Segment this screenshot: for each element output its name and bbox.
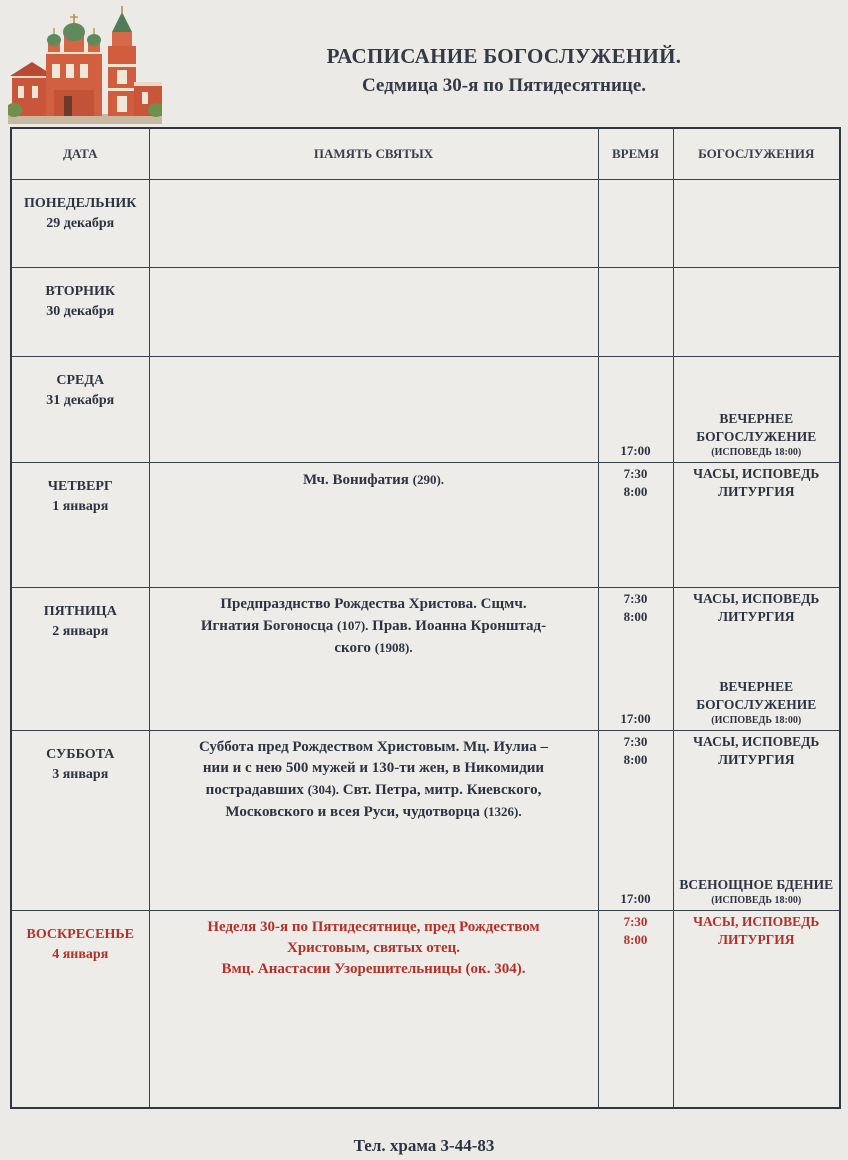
service-1: ЧАСЫ, ИСПОВЕДЬ [693, 734, 820, 749]
memory-text: Свт. Петра, митр. Киевского, [342, 782, 542, 798]
time-cell [598, 463, 673, 588]
day-name: ВТОРНИК [45, 284, 116, 299]
services-cell [673, 180, 840, 268]
memory-text: Игнатия Богоносца [200, 618, 334, 634]
time-2: 8:00 [623, 609, 648, 624]
day-name: ЧЕТВЕРГ [47, 479, 113, 494]
memory-line: Предпразднство Рождества Христова. Сщмч. [220, 596, 527, 612]
evening-service: ВЕЧЕРНЕЕ БОГОСЛУЖЕНИЕ [696, 679, 817, 712]
day-name: ПЯТНИЦА [43, 604, 117, 619]
evening-time: 17:00 [620, 443, 651, 458]
day-date: 2 января [52, 624, 109, 639]
memory-year: (304). [307, 782, 340, 797]
services-cell [673, 268, 840, 357]
services-cell [673, 911, 840, 1108]
time-cell [598, 588, 673, 731]
memory-year: (1908). [374, 640, 413, 655]
evening-note: (ИСПОВЕДЬ 18:00) [711, 715, 802, 726]
memory-year: (1326). [483, 804, 522, 819]
table-row [11, 268, 840, 357]
service-1: ЧАСЫ, ИСПОВЕДЬ [693, 466, 820, 481]
service-1: ЧАСЫ, ИСПОВЕДЬ [693, 591, 820, 606]
page-title: РАСПИСАНИЕ БОГОСЛУЖЕНИЙ. [326, 44, 682, 68]
time-cell [598, 357, 673, 463]
memory-year: (290). [412, 472, 445, 487]
day-date: 4 января [52, 947, 109, 962]
memory-line: Суббота пред Рождеством Христовым. Мц. Иулиа – [198, 739, 549, 755]
time-cell [598, 268, 673, 357]
time-cell [598, 911, 673, 1108]
evening-note: (ИСПОВЕДЬ 18:00) [711, 895, 802, 906]
day-name: СРЕДА [56, 373, 105, 388]
date-cell [11, 180, 149, 268]
date-cell [11, 268, 149, 357]
date-cell [11, 463, 149, 588]
service-2: ЛИТУРГИЯ [717, 484, 795, 499]
header [160, 44, 848, 97]
table-row [11, 911, 840, 1108]
memory-cell [149, 588, 598, 731]
table-row [11, 463, 840, 588]
evening-time: 17:00 [620, 891, 651, 906]
service-2: ЛИТУРГИЯ [717, 609, 795, 624]
evening-service: ВЕЧЕРНЕЕ БОГОСЛУЖЕНИЕ [696, 411, 817, 444]
day-date: 3 января [52, 767, 109, 782]
evening-time: 17:00 [620, 711, 651, 726]
services-cell [673, 463, 840, 588]
memory-cell [149, 268, 598, 357]
column-header-time: ВРЕМЯ [598, 128, 673, 180]
time-2: 8:00 [623, 752, 648, 767]
memory-line: Христовым, святых отец. [286, 940, 461, 956]
column-header-date: ДАТА [11, 128, 149, 180]
services-cell [673, 588, 840, 731]
date-cell [11, 731, 149, 911]
time-1: 7:30 [623, 734, 648, 749]
service-1: ЧАСЫ, ИСПОВЕДЬ [693, 914, 820, 929]
memory-cell [149, 357, 598, 463]
day-date: 29 декабря [46, 216, 115, 231]
table-row [11, 357, 840, 463]
service-2: ЛИТУРГИЯ [717, 752, 795, 767]
memory-text: пострадавших [205, 782, 304, 798]
evening-note: (ИСПОВЕДЬ 18:00) [711, 447, 802, 458]
day-name: ПОНЕДЕЛЬНИК [24, 196, 137, 211]
memory-text: Московского и всея Руси, чудотворца [225, 804, 480, 820]
day-name: ВОСКРЕСЕНЬЕ [26, 927, 134, 942]
time-1: 7:30 [623, 914, 648, 929]
memory-cell [149, 463, 598, 588]
services-cell [673, 357, 840, 463]
memory-cell [149, 731, 598, 911]
memory-cell [149, 911, 598, 1108]
time-cell [598, 731, 673, 911]
day-date: 31 декабря [46, 393, 115, 408]
date-cell [11, 357, 149, 463]
time-1: 7:30 [623, 591, 648, 606]
memory-text: Мч. Вонифатия [302, 472, 409, 488]
table-row [11, 180, 840, 268]
table-header-row [11, 128, 840, 180]
evening-service: ВСЕНОЩНОЕ БДЕНИЕ [679, 877, 834, 892]
church-illustration [8, 6, 162, 124]
day-name: СУББОТА [46, 747, 115, 762]
table-row [11, 588, 840, 731]
column-header-services: БОГОСЛУЖЕНИЯ [673, 128, 840, 180]
memory-line: Неделя 30-я по Пятидесятнице, пред Рождеством [207, 919, 540, 935]
church-phone: Тел. храма 3-44-83 [353, 1136, 495, 1155]
page-subtitle: Седмица 30-я по Пятидесятнице. [361, 75, 647, 96]
time-2: 8:00 [623, 932, 648, 947]
memory-line: нии и с нею 500 мужей и 130-ти жен, в Никомидии [202, 760, 545, 776]
time-cell [598, 180, 673, 268]
time-2: 8:00 [623, 484, 648, 499]
memory-text: Прав. Иоанна Кронштад- [372, 618, 547, 634]
memory-cell [149, 180, 598, 268]
schedule-table [10, 127, 841, 1109]
date-cell [11, 911, 149, 1108]
memory-year: (107). [337, 618, 369, 633]
services-cell [673, 731, 840, 911]
date-cell [11, 588, 149, 731]
table-row [11, 731, 840, 911]
column-header-memory: ПАМЯТЬ СВЯТЫХ [149, 128, 598, 180]
memory-line: Вмц. Анастасии Узорешительницы (ок. 304). [221, 961, 526, 977]
service-2: ЛИТУРГИЯ [717, 932, 795, 947]
memory-text: ского [334, 640, 371, 656]
time-1: 7:30 [623, 466, 648, 481]
day-date: 1 января [52, 499, 109, 514]
day-date: 30 декабря [46, 304, 115, 319]
